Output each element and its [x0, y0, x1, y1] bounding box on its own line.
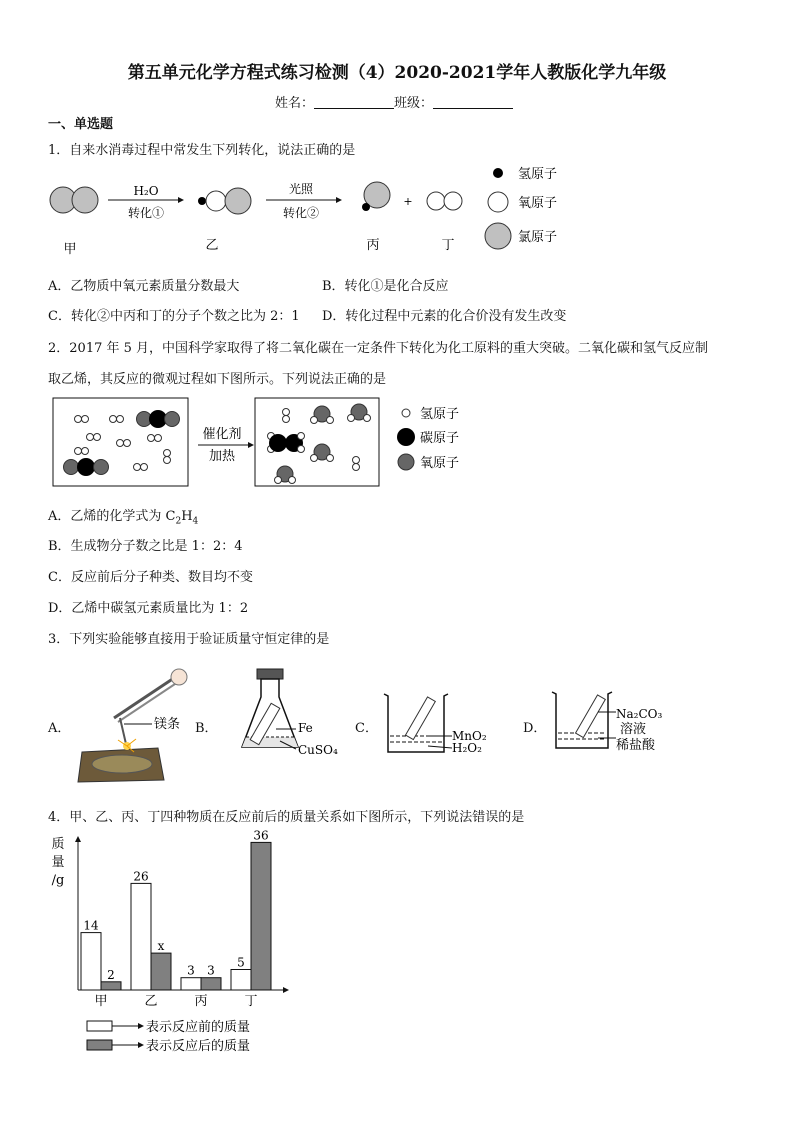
- q1-option-c[interactable]: C．转化②中丙和丁的分子个数之比为 2：1: [48, 309, 300, 324]
- arrow-2-top: 光照: [288, 182, 314, 196]
- q2-a-text: A．乙烯的化学式为 C: [48, 509, 176, 524]
- class-label: 班级：: [394, 96, 434, 111]
- legend-swatch-before: [87, 1021, 112, 1031]
- arrow-1-bottom: 转化①: [127, 206, 165, 220]
- q1-option-a[interactable]: A．乙物质中氧元素质量分数最大: [48, 279, 240, 294]
- molecule-ding: [427, 192, 462, 210]
- q3-letter-d[interactable]: D．: [523, 721, 547, 736]
- y-axis-label-2: 量: [51, 855, 65, 870]
- q3-apparatus-c: [380, 690, 500, 762]
- label-fe: Fe: [298, 721, 313, 735]
- bar-before-2: [181, 978, 201, 990]
- label-jia: 甲: [63, 242, 77, 257]
- magnesium-ribbon: [120, 718, 126, 744]
- condition-catalyst: 催化剂: [202, 427, 242, 442]
- condition-heat: 加热: [208, 449, 236, 464]
- bar-label-before-2: 3: [187, 963, 195, 978]
- label-mg-strip: 镁条: [154, 717, 181, 732]
- bar-before-3: [231, 970, 251, 991]
- q3-stem: 3．下列实验能够直接用于验证质量守恒定律的是: [48, 632, 330, 647]
- class-blank[interactable]: [433, 96, 513, 109]
- y-axis-label-3: /g: [51, 873, 65, 888]
- y-axis-label-1: 质: [51, 837, 65, 852]
- arrow-1-top: H₂O: [133, 184, 159, 198]
- page-title: 第五单元化学方程式练习检测（4）2020-2021学年人教版化学九年级: [127, 63, 667, 83]
- section-heading: 一、单选题: [48, 117, 114, 132]
- label-solution: 溶液: [620, 722, 647, 737]
- arrow-2: [266, 197, 342, 203]
- legend-after: 表示反应后的质量: [146, 1039, 251, 1054]
- legend-hydrogen: 氢原子: [518, 167, 558, 182]
- label-mno2: MnO₂: [452, 729, 487, 743]
- bar-after-1: [151, 953, 171, 990]
- q2-option-b[interactable]: B．生成物分子数之比是 1：2：4: [48, 539, 243, 554]
- bar-label-after-3: 36: [253, 828, 269, 843]
- x-axis-arrow: [283, 987, 289, 993]
- label-yi: 乙: [205, 238, 219, 253]
- molecule-jia: [50, 187, 98, 213]
- q1-option-d[interactable]: D．转化过程中元素的化合价没有发生改变: [322, 309, 567, 324]
- bar-before-0: [81, 933, 101, 990]
- name-label: 姓名：: [275, 96, 315, 111]
- legend-swatch-after: [87, 1040, 112, 1050]
- q3-apparatus-b: [230, 665, 350, 765]
- q2-legend: [397, 407, 459, 471]
- mat-illustration: [78, 748, 164, 782]
- arrow-2-bottom: 转化②: [282, 206, 320, 220]
- molecule-bing: [362, 182, 390, 211]
- q4-bar-chart: [40, 828, 300, 1058]
- x-tick-label-1: 乙: [144, 994, 158, 1009]
- x-tick-label-3: 丁: [244, 994, 258, 1009]
- bar-after-3: [251, 842, 271, 990]
- legend-c: 碳原子: [420, 431, 460, 446]
- q2-a-mid: H: [181, 509, 193, 524]
- label-bing: 丙: [366, 238, 380, 253]
- q2-micro-diagram: [50, 394, 490, 490]
- q2-option-c[interactable]: C．反应前后分子种类、数目均不变: [48, 570, 253, 585]
- bar-label-after-2: 3: [207, 963, 215, 978]
- label-h2o2: H₂O₂: [452, 741, 482, 755]
- name-blank[interactable]: [314, 96, 394, 109]
- plus-sign: +: [403, 195, 413, 208]
- q3-apparatus-a: [74, 660, 204, 784]
- label-ding: 丁: [441, 238, 455, 253]
- bar-label-before-1: 26: [133, 869, 149, 884]
- bar-before-1: [131, 883, 151, 990]
- x-tick-label-2: 丙: [194, 994, 208, 1009]
- molecule-yi: [198, 188, 251, 214]
- legend-h: 氢原子: [420, 407, 460, 422]
- label-dilute-hcl: 稀盐酸: [616, 738, 656, 753]
- label-na2co3: Na₂CO₃: [616, 707, 663, 721]
- q2-a-sub2: 4: [192, 516, 199, 527]
- q2-option-d[interactable]: D．乙烯中碳氢元素质量比为 1：2: [48, 601, 249, 616]
- q2-stem-line1: 2．2017 年 5 月，中国科学家取得了将二氧化碳在一定条件下转化为化工原料的重大突破。二氧化碳和氢气反应制: [48, 341, 709, 356]
- q2-option-a[interactable]: [48, 505, 198, 527]
- bar-after-0: [101, 982, 121, 990]
- q2-a-sub1: 2: [175, 516, 182, 527]
- q3-letter-a[interactable]: A．: [48, 721, 71, 736]
- q1-reaction-diagram: [40, 165, 580, 257]
- student-info-line: [275, 92, 513, 111]
- bar-after-2: [201, 978, 221, 990]
- chart-legend: [87, 1019, 250, 1054]
- tongs-illustration: [114, 669, 187, 722]
- bar-label-before-3: 5: [237, 955, 245, 970]
- label-cuso4: CuSO₄: [298, 743, 338, 757]
- q3-letter-c[interactable]: C．: [355, 721, 378, 736]
- bar-label-after-1: x: [157, 939, 165, 954]
- q1-option-b[interactable]: B．转化①是化合反应: [322, 279, 449, 294]
- y-axis-arrow: [75, 836, 81, 842]
- q4-stem: 4．甲、乙、丙、丁四种物质在反应前后的质量关系如下图所示，下列说法错误的是: [48, 810, 525, 825]
- legend-o: 氧原子: [420, 456, 460, 471]
- legend-chlorine: 氯原子: [518, 230, 558, 245]
- stopper: [257, 669, 283, 679]
- q3-apparatus-d: [548, 690, 678, 754]
- legend-before: 表示反应前的质量: [146, 1020, 251, 1035]
- q1-stem: 1．自来水消毒过程中常发生下列转化，说法正确的是: [48, 143, 356, 158]
- bar-label-before-0: 14: [83, 918, 99, 933]
- q1-legend: [485, 167, 557, 249]
- bar-label-after-0: 2: [107, 967, 115, 982]
- legend-oxygen: 氧原子: [518, 196, 558, 211]
- q2-stem-line2: 取乙烯，其反应的微观过程如下图所示。下列说法正确的是: [48, 372, 387, 387]
- q3-letter-b[interactable]: B．: [195, 721, 218, 736]
- x-tick-label-0: 甲: [94, 994, 108, 1009]
